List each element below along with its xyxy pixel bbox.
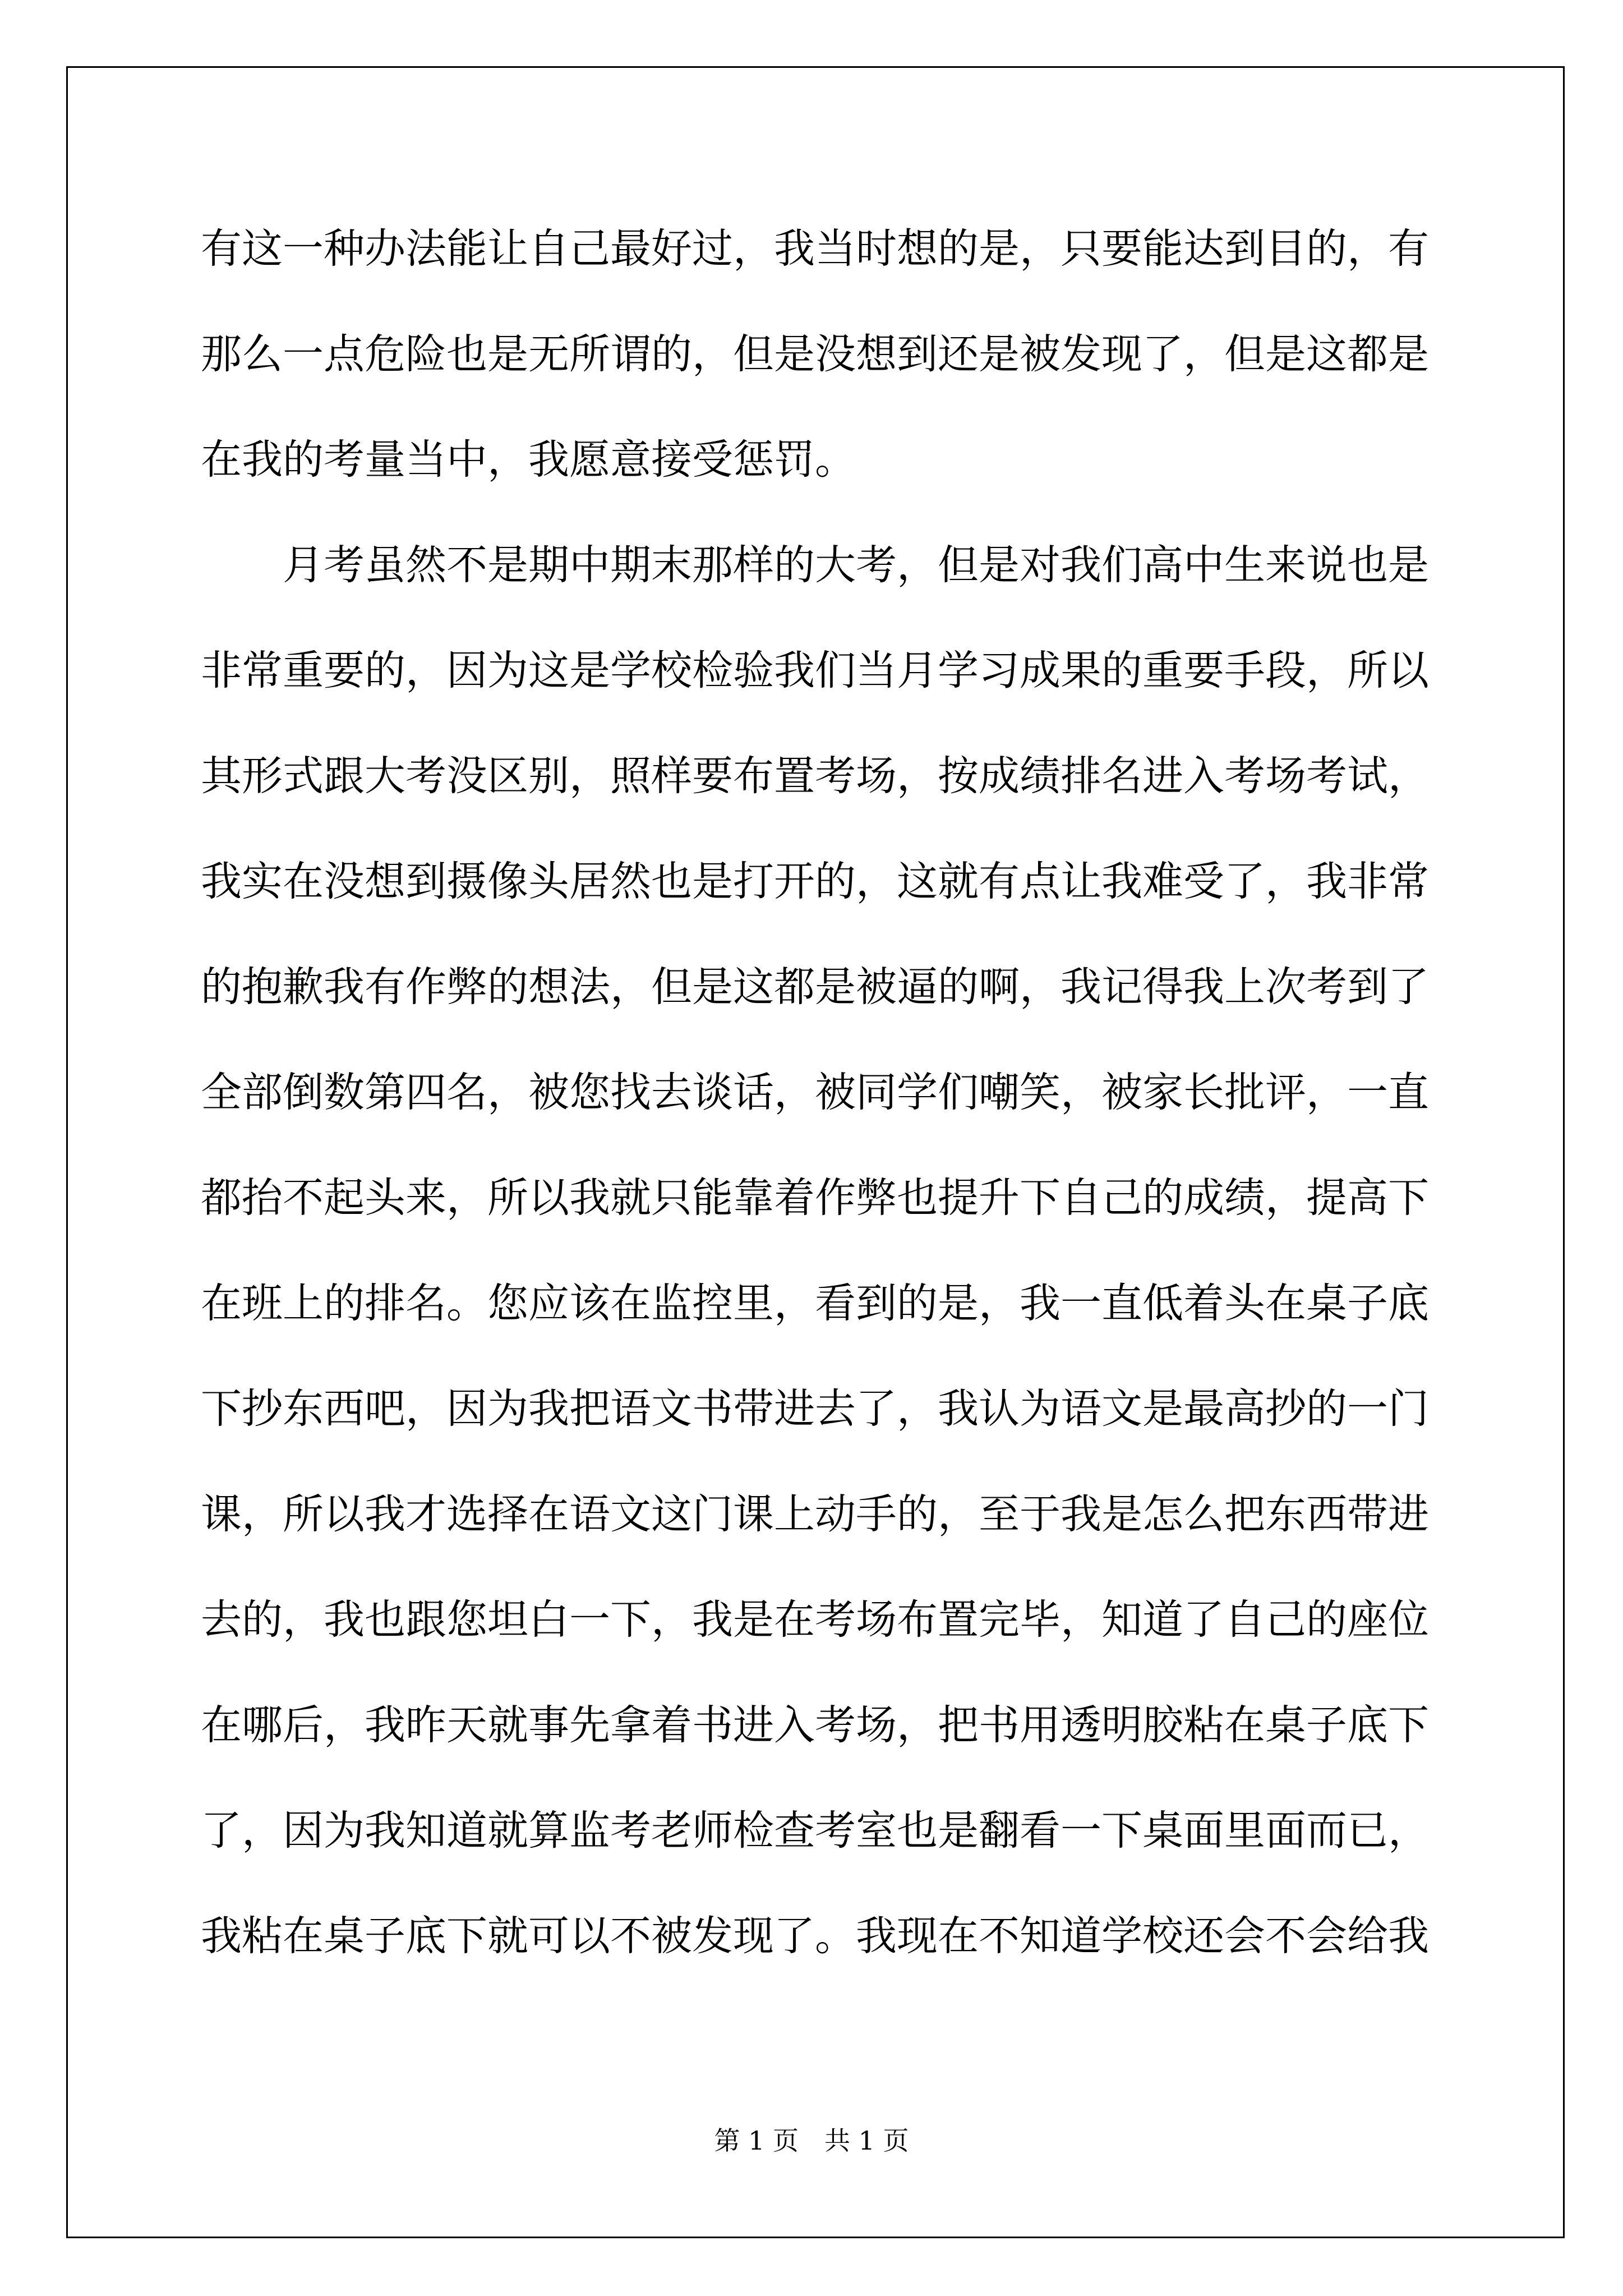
paragraph-2: 月考虽然不是期中期末那样的大考，但是对我们高中生来说也是非常重要的，因为这是学校检验我们当月学习成果的重要手段，所以其形式跟大考没区别，照样要布置考场，按成绩排名进入考场考试，我实在没想到摄像头居然也是打开的，这就有点让我难受了，我非常的抱歉我有作弊的想法，但是这都是被逼的啊，我记得我上次考到了全部倒数第四名，被您找去谈话，被同学们嘲笑，被家长批评，一直都抬不起头来，所以我就只能靠着作弊也提升下自己的成绩，提高下在班上的排名。您应该在监控里，看到的是，我一直低着头在桌子底下抄东西吧，因为我把语文书带进去了，我认为语文是最高抄的一门课，所以我才选择在语文这门课上动手的，至于我是怎么把东西带进去的，我也跟您坦白一下，我是在考场布置完毕，知道了自己的座位在哪后，我昨天就事先拿着书进入考场，把书用透明胶粘在桌子底下了，因为我知道就算监考老师检查考室也是翻看一下桌面里面而已，我粘在桌子底下就可以不被发现了。我现在不知道学校还会不会给我 — [201, 541, 1429, 1960]
paragraph-1: 有这一种办法能让自己最好过，我当时想的是，只要能达到目的，有那么一点危险也是无所谓的，但是没想到还是被发现了，但是这都是在我的考量当中，我愿意接受惩罚。 — [201, 225, 1429, 484]
document-body — [201, 196, 1429, 1989]
page-number: 第 1 页 共 1 页 — [714, 2125, 909, 2156]
